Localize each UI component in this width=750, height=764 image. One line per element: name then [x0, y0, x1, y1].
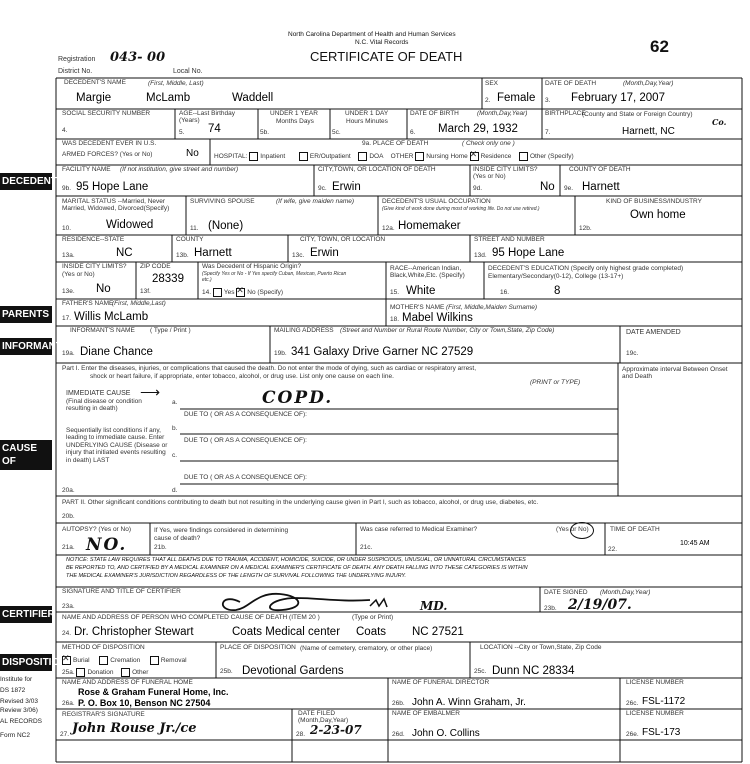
tab-decedent: DECEDENT [0, 173, 52, 190]
birthplace-extra: Co. [712, 117, 727, 127]
me-hint: (Yes or No) [556, 526, 589, 533]
marital-num: 10. [62, 225, 72, 232]
informant-num: 19a. [62, 350, 75, 357]
immediate-cause-label: IMMEDIATE CAUSE [66, 390, 131, 397]
completer-facility: Coats Medical center [232, 626, 341, 638]
race-num: 15. [390, 289, 400, 296]
completer-label: NAME AND ADDRESS OF PERSON WHO COMPLETED CAUSE OF DEATH (ITEM 20 ) [62, 614, 320, 621]
date-filed-num: 28. [296, 731, 306, 738]
death-county-label: COUNTY OF DEATH [569, 166, 631, 173]
birthplace-label: BIRTHPLACE [545, 110, 586, 117]
date-signed-label: DATE SIGNED [544, 589, 588, 596]
residence-county-num: 13b. [176, 252, 189, 259]
death-city-label: CITY,TOWN, OR LOCATION OF DEATH [318, 166, 436, 173]
father-hint: (First, Middle,Last) [112, 300, 166, 307]
decedent-first-name: Margie [76, 92, 112, 104]
part2-instructions: PART II. Other significant conditions contributing to death but not resulting in the underlying cause given in Part I, such as tobacco, alcohol, or drug use, diabetes, etc. [62, 499, 539, 506]
death-county-num: 9e. [564, 185, 574, 192]
certifier-sig-label: SIGNATURE AND TITLE OF CERTIFIER [62, 588, 181, 595]
certifier-sig-num: 23a. [62, 603, 75, 610]
occupation-value: Homemaker [398, 220, 461, 232]
residence-county-label: COUNTY [176, 236, 204, 243]
business-num: 12b. [579, 225, 592, 232]
spouse-value: (None) [208, 220, 244, 232]
informant-name: Diane Chance [80, 346, 153, 358]
mailing-address: 341 Galaxy Drive Garner NC 27529 [291, 346, 474, 358]
office-name: N.C. Vital Records [355, 39, 409, 46]
father-name: Willis McLamb [74, 311, 149, 323]
sex-num: 2. [485, 97, 491, 104]
spouse-num: 11. [190, 225, 199, 232]
inside-city-hint: (Yes or No) [473, 173, 506, 180]
birthplace-value: Harnett, NC [622, 126, 675, 137]
findings-num: 21b. [154, 544, 167, 551]
donation-option: Donation [87, 669, 114, 677]
method-num: 25a. [62, 669, 75, 677]
hispanic-label: Was Decedent of Hispanic Origin? [202, 263, 302, 270]
er-outpatient-checkbox[interactable] [299, 152, 308, 161]
other-specify-checkbox[interactable] [519, 152, 528, 161]
doa-checkbox[interactable] [358, 152, 367, 161]
burial-option: Burial [73, 657, 90, 665]
facility-value: 95 Hope Lane [76, 181, 149, 193]
me-label: Was case referred to Medical Examiner? [360, 526, 478, 533]
completer-state-zip: NC 27521 [412, 626, 464, 638]
occupation-hint: (Give kind of work done during most of working life. Do not use retired.) [382, 206, 540, 212]
zip-label: ZIP CODE [140, 263, 171, 270]
sex-label: SEX [485, 80, 499, 87]
hispanic-no-checkbox[interactable] [236, 288, 245, 297]
residence-city-num: 13c. [292, 252, 305, 259]
occupation-num: 12a. [382, 225, 395, 232]
findings-label: If Yes, were findings considered in determining cause of death? [154, 527, 289, 542]
tab-cause-of-death: CAUSE OF DEATH [0, 440, 52, 470]
informant-hint: ( Type / Print ) [150, 327, 191, 334]
other-disposition-checkbox[interactable] [121, 668, 130, 677]
line-c: c. [172, 452, 178, 459]
registration-label: Registration [58, 56, 96, 63]
hispanic-hint: (Specify Yes or No - If Yes specify Cuban, Mexican, Puerto Rican etc.) [202, 271, 347, 283]
agency-name: North Carolina Department of Health and Human Services [288, 31, 456, 38]
hospital-label: HOSPITAL: [214, 153, 248, 161]
opt-inpatient: Inpatient [260, 153, 286, 161]
completer-town: Coats [356, 626, 387, 638]
opt-other-label: OTHER [390, 153, 414, 161]
date-filed-hint: (Month,Day,Year) [298, 717, 349, 724]
inside-city-value: No [540, 181, 555, 193]
print-hint: (PRINT or TYPE) [530, 379, 581, 386]
page-mark: 62 [650, 37, 669, 56]
education-num: 16. [500, 289, 510, 296]
removal-option: Removal [160, 657, 187, 665]
certifier-title: MD. [420, 599, 448, 613]
opt-er-outpatient: ER/Outpatient [309, 153, 351, 161]
death-city-num: 9c. [318, 185, 327, 192]
side-note: Institute for [0, 676, 33, 683]
hispanic-yes: Yes [223, 289, 235, 297]
residence-state-value: NC [116, 247, 133, 259]
funeral-home-num: 26a. [62, 700, 75, 707]
cremation-checkbox[interactable] [99, 656, 108, 665]
business-value: Own home [630, 209, 686, 221]
date-amended-label: DATE AMENDED [626, 329, 681, 336]
date-signed-value: 2/19/07. [568, 597, 632, 613]
line-a: a. [172, 399, 178, 406]
district-label: District No. [58, 68, 93, 75]
location-value: Dunn NC 28334 [492, 665, 575, 677]
inpatient-checkbox[interactable] [249, 152, 258, 161]
license2-label: LICENSE NUMBER [626, 710, 684, 717]
license-num: 26c. [626, 700, 639, 707]
notice-line-1: NOTICE: STATE LAW REQUIRES THAT ALL DEATHS DUE TO TRAUMA, ACCIDENT, HOMICIDE, SUICIDE, OR UNDER SUSPICIOUS, UNUSUAL, OR UNNATURAL CIRCUMSTANCES [66, 557, 526, 563]
sex-value: Female [497, 92, 536, 104]
marital-label: MARITAL STATUS --Married, Never Married, Widowed, Divorced(Specify) [62, 198, 170, 213]
dod-hint: (Month,Day,Year) [623, 80, 674, 87]
residence-checkbox[interactable] [470, 152, 479, 161]
notice-line-3: THE MEDICAL EXAMINER'S JURISDICTION REGARDLESS OF THE LENGTH OF SURVIVAL FOLLOWING THE UNDERLYING INJURY. [66, 573, 407, 579]
dob-hint: (Month,Day,Year) [477, 110, 528, 117]
res-inside-city-value: No [96, 283, 111, 295]
funeral-home-label: NAME AND ADDRESS OF FUNERAL HOME [62, 679, 193, 686]
armed-forces-label: WAS DECEDENT EVER IN U.S. [62, 140, 157, 147]
me-num: 21c. [360, 544, 373, 551]
registrar-label: REGISTRAR'S SIGNATURE [62, 711, 145, 718]
mother-num: 18. [390, 316, 400, 323]
decedent-last-name: Waddell [232, 92, 274, 104]
director-name: John A. Winn Graham, Jr. [412, 697, 526, 708]
place-disposition-value: Devotional Gardens [242, 665, 344, 677]
place-of-death-options [214, 152, 574, 161]
residence-county-value: Harnett [194, 247, 232, 259]
under-1-year-label: UNDER 1 YEAR [270, 110, 318, 117]
under-1-day-label: UNDER 1 DAY [345, 110, 389, 117]
certifier-signature [210, 588, 410, 614]
date-amended-num: 19c. [626, 350, 639, 357]
funeral-home-address: P. O. Box 10, Benson NC 27504 [78, 698, 211, 708]
birthplace-num: 7. [545, 129, 551, 136]
tab-certifier: CERTIFIER [0, 606, 52, 623]
license-label: LICENSE NUMBER [626, 679, 684, 686]
embalmer-num: 26d. [392, 731, 405, 738]
due-to-a: DUE TO ( OR AS A CONSEQUENCE OF): [184, 411, 307, 418]
residence-state-label: RESIDENCE--STATE [62, 236, 125, 243]
father-num: 17. [62, 315, 72, 322]
me-no-circle [570, 522, 594, 539]
hispanic-num: 14. [202, 289, 212, 297]
mailing-hint: (Street and Number or Rural Route Number, City or Town,State, Zip Code) [340, 327, 555, 334]
hispanic-no: No (Specify) [247, 289, 284, 297]
location-label: LOCATION --City or Town,State, Zip Code [480, 644, 602, 651]
method-label: METHOD OF DISPOSITION [62, 644, 145, 651]
name-label: DECEDENT'S NAME [64, 79, 126, 86]
certificate-title: CERTIFICATE OF DEATH [310, 49, 463, 64]
inside-city-label: INSIDE CITY LIMITS? [473, 166, 538, 173]
ssn-label: SOCIAL SECURITY NUMBER [62, 110, 151, 117]
inside-city-num: 9d. [473, 185, 483, 192]
part1-instructions-2: shock or heart failure, if appropriate, enter tobacco, alcohol, or drug use. List only one cause on each line. [90, 373, 394, 380]
business-label: KIND OF BUSINESS/INDUSTRY [606, 198, 702, 205]
burial-checkbox[interactable] [62, 656, 71, 665]
dob-num: 6. [410, 129, 416, 136]
part1-instructions: Part I. Enter the diseases, injuries, or complications that caused the death. Do not enter the mode of dying, such as cardiac or respiratory arrest, [62, 365, 477, 372]
mother-label: MOTHER'S NAME [390, 304, 445, 311]
age-unit: (Years) [179, 117, 200, 124]
place-of-death-label: 9a. PLACE OF DEATH [362, 140, 429, 147]
res-inside-city-hint: (Yes or No) [62, 271, 95, 278]
date-signed-num: 23b. [544, 605, 557, 612]
under-1-year-cols: Months Days [276, 118, 314, 125]
time-of-death-value: 10:45 AM [680, 540, 710, 547]
date-filed-value: 2-23-07 [310, 723, 362, 737]
autopsy-value: NO. [86, 535, 128, 555]
tab-informant: INFORMANT [0, 338, 52, 355]
side-note: Revised 3/03 [0, 698, 38, 705]
due-to-b: DUE TO ( OR AS A CONSEQUENCE OF): [184, 437, 307, 444]
registration-number: 043- 00 [110, 50, 166, 65]
mailing-label: MAILING ADDRESS [274, 327, 334, 334]
street-num: 13d. [474, 252, 487, 259]
opt-doa: DOA [369, 153, 384, 161]
date-of-death: February 17, 2007 [571, 92, 665, 104]
sequential-instructions: Sequentially list conditions if any, leading to immediate cause. Enter UNDERLYING CAUSE (Disease or injury that initiated events resulting in death) LAST [66, 427, 168, 464]
interval-label: Approximate interval Between Onset and Death [622, 366, 728, 381]
spouse-hint: (If wife, give maiden name) [276, 198, 355, 205]
license2-value: FSL-173 [642, 727, 681, 738]
spouse-label: SURVIVING SPOUSE [190, 198, 255, 205]
opt-other-specify: Other (Specify) [529, 153, 574, 161]
zip-num: 13f. [140, 288, 151, 295]
opt-residence: Residence [480, 153, 512, 161]
side-note: Review 3/06) [0, 707, 38, 714]
birthplace-hint: (County and State or Foreign Country) [582, 111, 693, 118]
mailing-num: 19b. [274, 350, 287, 357]
completer-name: Dr. Christopher Stewart [74, 626, 194, 638]
armed-forces-value: No [186, 148, 199, 159]
occupation-label: DECEDENT'S USUAL OCCUPATION [382, 198, 491, 205]
nursing-home-checkbox[interactable] [415, 152, 424, 161]
place-disposition-label: PLACE OF DISPOSITION [220, 644, 296, 651]
dod-label: DATE OF DEATH [545, 80, 597, 87]
facility-num: 9b. [62, 185, 72, 192]
method-options [62, 656, 187, 665]
line-d: d. [172, 487, 178, 494]
street-label: STREET AND NUMBER [474, 236, 545, 243]
residence-city-label: CITY, TOWN, OR LOCATION [300, 236, 386, 243]
cremation-option: Cremation [110, 657, 141, 665]
location-num: 25c. [474, 668, 487, 675]
name-hint: (First, Middle, Last) [148, 80, 204, 87]
mother-hint: (First, Middle,Maiden Surname) [446, 304, 538, 311]
registrar-num: 27. [60, 731, 70, 738]
residence-city-value: Erwin [310, 247, 339, 259]
due-to-c: DUE TO ( OR AS A CONSEQUENCE OF): [184, 474, 307, 481]
completer-hint: (Type or Print) [352, 614, 394, 621]
res-inside-city-label: INSIDE CITY LIMITS? [62, 263, 127, 270]
tab-parents: PARENTS [0, 306, 52, 323]
tab-disposition: DISPOSITION [0, 654, 52, 671]
director-label: NAME OF FUNERAL DIRECTOR [392, 679, 490, 686]
cause-num: 20a. [62, 487, 75, 494]
funeral-home-name: Rose & Graham Funeral Home, Inc. [78, 687, 229, 697]
death-city-value: Erwin [332, 181, 361, 193]
autopsy-label: AUTOPSY? (Yes or No) [62, 526, 131, 533]
residence-state-num: 13a. [62, 252, 75, 259]
time-of-death-num: 22. [608, 546, 618, 553]
under-1-day-num: 5c. [332, 129, 341, 136]
under-1-year-num: 5b. [260, 129, 270, 136]
hispanic-yes-checkbox[interactable] [213, 288, 222, 297]
cause-a-value: COPD. [262, 388, 334, 408]
death-county-value: Harnett [582, 181, 620, 193]
line-b: b. [172, 425, 178, 432]
director-num: 26b. [392, 700, 405, 707]
embalmer-name: John O. Collins [412, 728, 480, 739]
armed-forces-label-2: ARMED FORCES? (Yes or No) [62, 151, 153, 158]
age-num: 5. [179, 129, 185, 136]
education-value: 8 [554, 285, 561, 297]
side-note: Form NC2 [0, 732, 30, 739]
place-of-death-hint: ( Check only one ) [462, 140, 515, 147]
license-value: FSL-1172 [642, 696, 686, 707]
license2-num: 26e. [626, 731, 639, 738]
facility-hint: (If not institution, give street and number) [120, 166, 239, 173]
notice-line-2: BE REPORTED TO, AND CERTIFIED BY A MEDICAL EXAMINER ON A MEDICAL EXAMINER'S CERTIFICATE OF DEATH. ANY DEATH FALLING INTO THESE CATEGORIES IS WITHIN [66, 565, 528, 571]
embalmer-label: NAME OF EMBALMER [392, 710, 460, 717]
age-label: AGE--Last Birthday [179, 110, 235, 117]
local-label: Local No. [173, 68, 203, 75]
completer-num: 24. [62, 630, 72, 637]
place-disposition-num: 25b. [220, 668, 233, 675]
res-inside-city-num: 13e. [62, 288, 75, 295]
age-value: 74 [208, 123, 221, 135]
dob-label: DATE OF BIRTH [410, 110, 459, 117]
date-of-birth: March 29, 1932 [438, 123, 518, 135]
ssn-num: 4. [62, 127, 68, 134]
method-options-2 [62, 668, 148, 677]
autopsy-num: 21a. [62, 544, 75, 551]
facility-label: FACILITY NAME [62, 166, 111, 173]
opt-nursing-home: Nursing Home [426, 153, 468, 161]
dod-num: 3. [545, 97, 551, 104]
mother-name: Mabel Wilkins [402, 312, 473, 324]
hispanic-options [202, 288, 283, 297]
race-value: White [406, 285, 436, 297]
informant-label: INFORMANT'S NAME [70, 327, 135, 334]
decedent-middle-name: McLamb [146, 92, 191, 104]
zip-value: 28339 [152, 273, 184, 285]
place-disposition-hint: (Name of cemetery, crematory, or other place) [300, 645, 433, 652]
time-of-death-label: TIME OF DEATH [610, 526, 660, 533]
donation-checkbox[interactable] [76, 668, 85, 677]
side-note: DS 1872 [0, 687, 26, 694]
race-label: RACE--American Indian, Black,White,Etc. (Specify) [390, 265, 465, 280]
side-note: AL RECORDS [0, 718, 43, 725]
part2-num: 20b. [62, 513, 75, 520]
date-filed-label: DATE FILED [298, 710, 336, 717]
other-disposition-option: Other [132, 669, 149, 677]
removal-checkbox[interactable] [150, 656, 159, 665]
father-label: FATHER'S NAME [62, 300, 114, 307]
education-label: DECEDENT'S EDUCATION (Specify only highest grade completed) Elementary/Secondary(0-12), College (13-17+) [488, 265, 684, 280]
registrar-signature: John Rouse Jr./ce [72, 721, 197, 736]
arrow-right-icon: ⟶ [140, 384, 161, 400]
under-1-day-cols: Hours Minutes [346, 118, 388, 125]
marital-value: Widowed [106, 219, 154, 231]
street-value: 95 Hope Lane [492, 247, 565, 259]
date-signed-hint: (Month,Day,Year) [600, 589, 651, 596]
immediate-cause-hint: (Final disease or condition resulting in death) [66, 398, 142, 413]
